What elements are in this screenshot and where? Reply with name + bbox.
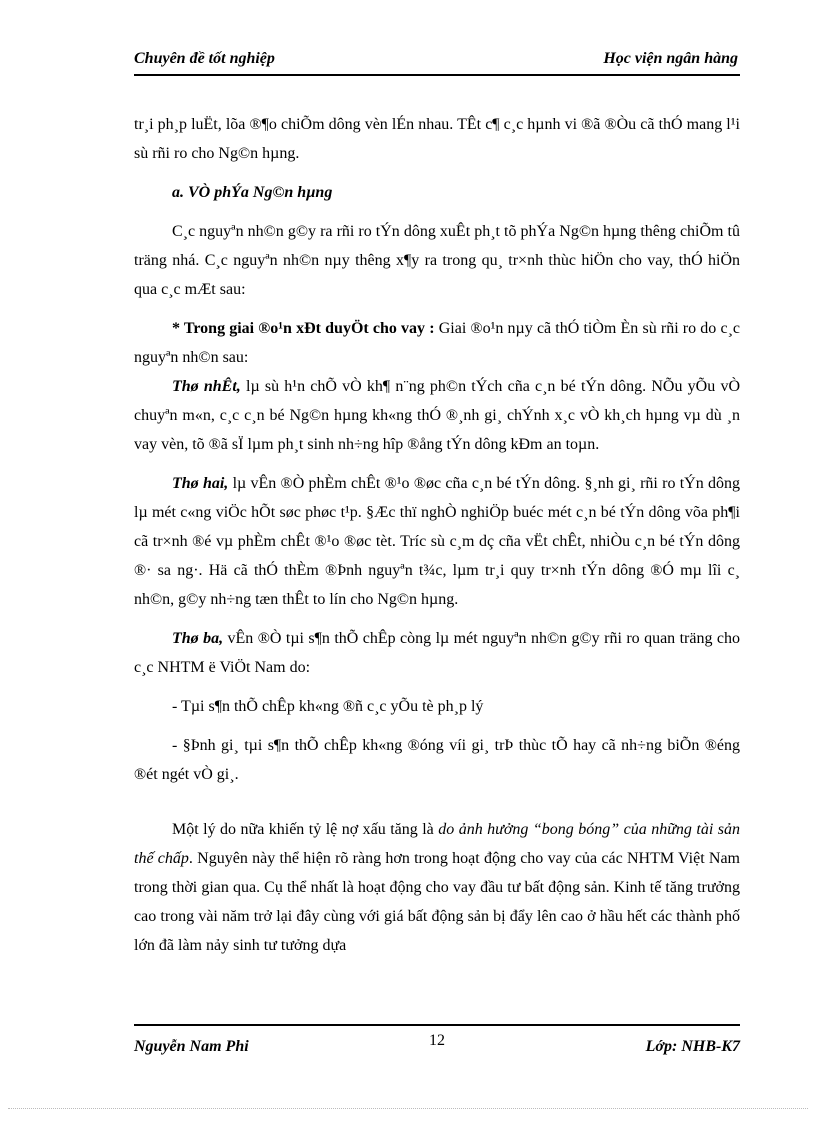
bullet-item-1: - Tµi s¶n thÕ chÊp kh«ng ®ñ c¸c yÕu tè ph¸p lý xyxy=(172,698,484,715)
bullet-item-2: - §Þnh gi¸ tµi s¶n thÕ chÊp kh«ng ®óng víi gi¸ trÞ thùc tÕ hay cã nh÷ng biÕn ®éng ®ét ngét vÒ gi¸. xyxy=(134,737,740,783)
paragraph-5 xyxy=(134,469,740,614)
paragraph-3 xyxy=(134,314,740,372)
paragraph-9-emphasis: do ảnh hưởng “bong bóng” của những tài sản thế chấp xyxy=(134,821,740,867)
header-right-title: Học viện ngân hàng xyxy=(603,50,738,67)
paragraph-6 xyxy=(134,624,740,682)
paragraph-3-text: Giai ®o¹n nµy cã thÓ tiÒm Èn sù rñi ro do c¸c nguyªn nh©n sau: xyxy=(134,320,740,366)
document-body xyxy=(134,110,740,960)
paragraph-9-text-b: . Nguyên này thể hiện rõ ràng hơn trong hoạt động cho vay của các NHTM Việt Nam trong thời gian qua. Cụ thể nhất là hoạt động cho vay đầu tư bất động sản. Kinh tế tăng trưởng cao trong vài năm trở lại đây cùng với giá bất động sản bị đẩy lên cao ở hầu hết các thành phố lớn đã làm nảy sinh tư tưởng dựa xyxy=(134,850,741,954)
footer-author: Nguyễn Nam Phi xyxy=(134,1038,249,1055)
paragraph-4-lead: Thø nhÊt, xyxy=(172,378,241,395)
paragraph-4 xyxy=(134,372,740,459)
header-left-title: Chuyên đề tốt nghiệp xyxy=(134,50,275,67)
footer-class: Lớp: NHB-K7 xyxy=(645,1038,740,1055)
page-header xyxy=(134,48,740,76)
paragraph-3-lead: * Trong giai ®o¹n xÐt duyÖt cho vay : xyxy=(172,320,435,337)
section-heading-a: a. VÒ phÝa Ng©n hµng xyxy=(172,184,333,201)
paragraph-4-text: lµ sù h¹n chÕ vÒ kh¶ n¨ng ph©n tÝch cña c¸n bé tÝn dông. NÕu yÕu vÒ chuyªn m«n, c¸c c¸n bé Ng©n hµng kh«ng thÓ ®¸nh gi¸ chÝnh x¸c vÒ kh¸ch hµng vµ dù ¸n vay vèn, tõ ®ã sÏ lµm ph¸t sinh nh÷ng hîp ®ång tÝn dông kÐm an toµn. xyxy=(134,378,740,453)
page-number: 12 xyxy=(429,1032,445,1049)
page-footer xyxy=(134,1032,740,1062)
paragraph-6-text: vÊn ®Ò tµi s¶n thÕ chÊp còng lµ mét nguyªn nh©n g©y rñi ro quan träng cho c¸c NHTM ë ViÖt Nam do: xyxy=(134,630,741,676)
paragraph-9-text-a: Một lý do nữa khiến tỷ lệ nợ xấu tăng là xyxy=(172,821,439,838)
paragraph-5-lead: Thø hai, xyxy=(172,475,229,492)
footer-divider xyxy=(134,1024,740,1026)
paragraph-6-lead: Thø ba, xyxy=(172,630,224,647)
paragraph-1: tr¸i ph¸p luËt, lõa ®¶o chiÕm dông vèn lÉn nhau. TÊt c¶ c¸c hµnh vi ®ã ®Òu cã thÓ mang l¹i sù rñi ro cho Ng©n hµng. xyxy=(134,116,740,162)
paragraph-2: C¸c nguyªn nh©n g©y ra rñi ro tÝn dông xuÊt ph¸t tõ phÝa Ng©n hµng thêng chiÕm tû träng nhá. C¸c nguyªn nh©n nµy thêng x¶y ra trong qu¸ tr×nh thùc hiÖn cho vay, thÓ hiÖn qua c¸c mÆt sau: xyxy=(134,223,740,298)
paragraph-5-text: lµ vÊn ®Ò phÈm chÊt ®¹o ®øc cña c¸n bé tÝn dông. §¸nh gi¸ rñi ro tÝn dông lµ mét c«ng viÖc hÕt søc phøc t¹p. §Æc thï nghÒ nghiÖp buéc mét c¸n bé tÝn dông võa ph¶i cã tr×nh ®é vµ phÈm chÊt ®¹o ®øc tèt. Tríc sù c¸m dç cña vËt chÊt, nhiÒu c¸n bé tÝn dông ®· sa ng·. Hä cã thÓ thÈm ®Þnh nguyªn t¾c, lµm tr¸i quy tr×nh tÝn dông ®Ó mµ lîi c¸ nh©n, g©y nh÷ng tæn thÊt to lín cho Ng©n hµng. xyxy=(134,475,741,608)
page-bottom-edge xyxy=(8,1108,808,1109)
paragraph-9 xyxy=(134,815,740,960)
